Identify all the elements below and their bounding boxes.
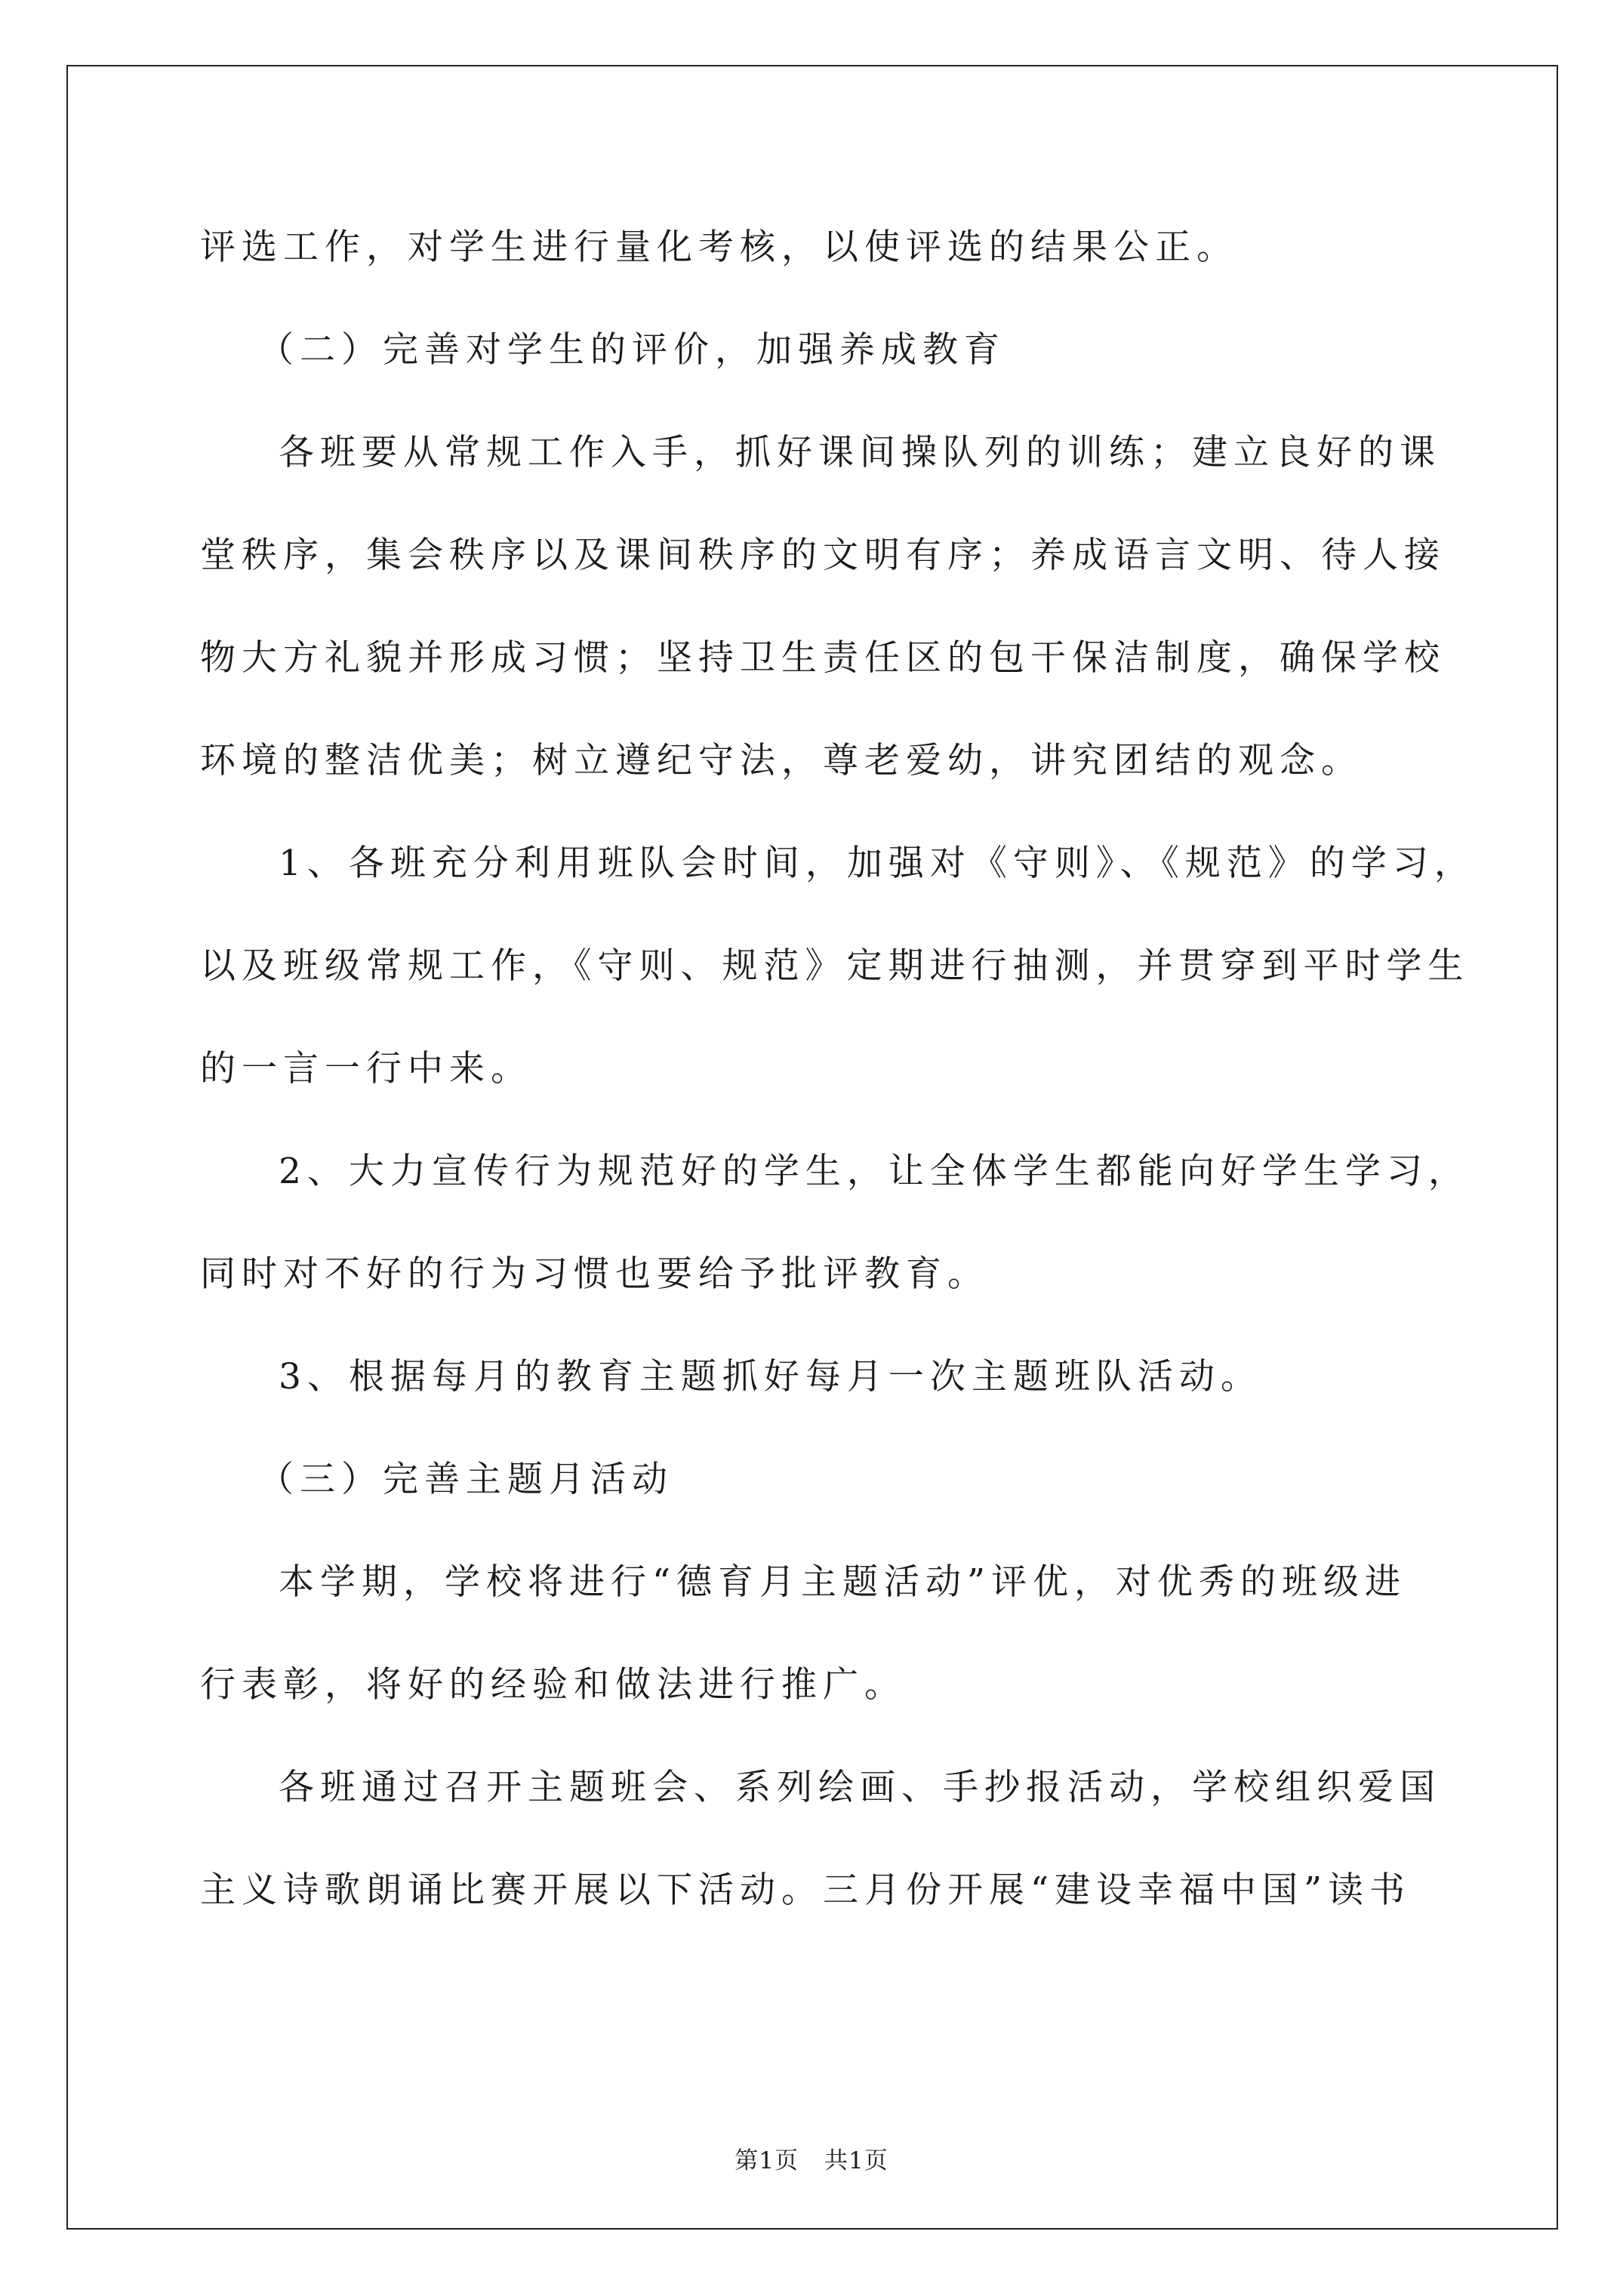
text-line: 同时对不好的行为习惯也要给予批评教育。: [200, 1253, 989, 1295]
page-number-current: 第1页: [735, 2147, 799, 2174]
text-line: 堂秩序，集会秩序以及课间秩序的文明有序；养成语言文明、待人接: [200, 535, 1446, 576]
text-line: 主义诗歌朗诵比赛开展以下活动。三月份开展“建设幸福中国”读书: [200, 1869, 1412, 1911]
text-line: 环境的整洁优美；树立遵纪守法，尊老爱幼，讲究团结的观念。: [200, 740, 1363, 781]
text-line: 行表彰，将好的经验和做法进行推广。: [200, 1664, 906, 1706]
section-heading: （三）完善主题月活动: [258, 1459, 673, 1500]
page-number-total: 共1页: [824, 2147, 888, 2174]
list-item-2: 2、大力宣传行为规范好的学生，让全体学生都能向好学生学习，: [279, 1151, 1470, 1192]
paragraph-first-line: 各班要从常规工作入手，抓好课间操队列的训练；建立良好的课: [279, 432, 1441, 473]
paragraph-first-line: 本学期，学校将进行“德育月主题活动”评优，对优秀的班级进: [279, 1561, 1407, 1603]
section-heading: （二）完善对学生的评价，加强养成教育: [258, 329, 1006, 371]
text-line: 物大方礼貌并形成习惯；坚持卫生责任区的包干保洁制度，确保学校: [200, 637, 1446, 679]
list-item-1: 1、各班充分利用班队会时间，加强对《守则》、《规范》的学习，: [279, 843, 1476, 884]
text-line: 的一言一行中来。: [200, 1048, 532, 1089]
document-body: [200, 196, 1476, 1942]
text-line: 评选工作，对学生进行量化考核，以使评选的结果公正。: [200, 227, 1238, 268]
page-footer: [0, 2141, 1623, 2175]
text-line: 以及班级常规工作，《守则、规范》定期进行抽测，并贯穿到平时学生: [200, 945, 1470, 987]
paragraph-first-line: 各班通过召开主题班会、系列绘画、手抄报活动，学校组织爱国: [279, 1767, 1441, 1808]
list-item-3: 3、根据每月的教育主题抓好每月一次主题班队活动。: [279, 1356, 1262, 1398]
